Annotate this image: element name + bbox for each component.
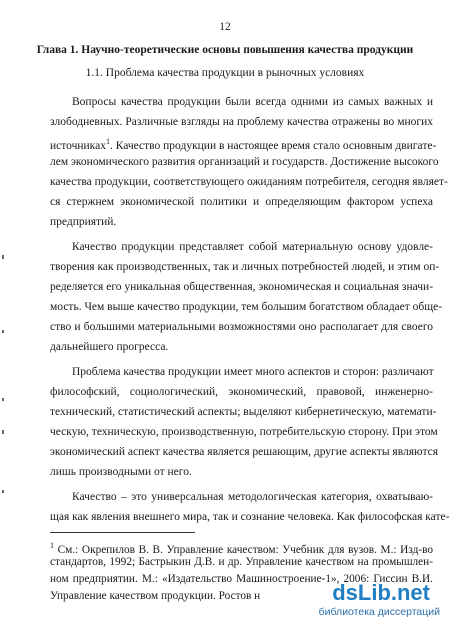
scan-mark [2, 255, 4, 259]
footnote-number: 1 [50, 541, 54, 550]
paragraph-line: Качество – это универсальная методологическая категория, охватываю- [72, 491, 433, 503]
watermark-logo: dsLib.net [332, 580, 430, 605]
footnote-reference: 1 [105, 137, 110, 146]
scan-mark [2, 430, 4, 434]
paragraph-text: источниках [50, 139, 106, 152]
scan-mark [2, 490, 4, 493]
footnote-line: Управление качеством продукции. Ростов н [50, 590, 261, 602]
paragraph-line: злободневных. Различные взгляды на проблему качества отражены во многих [50, 116, 433, 128]
paragraph-line: ределяется его уникальная общественная, экономическая и социальная значи- [50, 281, 434, 293]
footnote-line: стандартов, 1992; Бастрыкин Д.В. и др. Управление качеством на промышлен- [50, 556, 433, 568]
page-number: 12 [219, 21, 231, 33]
paragraph-line: ся стержнем экономической политики и определяющим фактором успеха [50, 196, 433, 208]
chapter-title: Глава 1. Научно-теоретические основы повышения качества продукции [36, 44, 414, 56]
watermark [290, 580, 440, 618]
paragraph-line: ство и большими материальными возможностями оно располагает для своего [50, 321, 433, 333]
footnote-text: См.: Окрепилов В. В. Управление качеством: Учебник для вузов. М.: Изд-во [57, 543, 434, 556]
paragraph-text: . Качество продукции в настоящее время стало основным двигате- [109, 139, 437, 152]
scan-mark [2, 398, 4, 401]
footnote-divider [50, 532, 195, 533]
paragraph-line: предприятий. [50, 216, 117, 228]
paragraph-line: мость. Чем выше качество продукции, тем большим богатством обладает обще- [50, 301, 443, 313]
paragraph-line: лем экономического развития организаций и государств. Достижение высокого [50, 156, 439, 168]
paragraph-line: технический, статистический аспекты; выделяют кибернетическую, математи- [50, 406, 437, 418]
paragraph-line: философский, социологический, экономический, правовой, инженерно- [50, 386, 433, 398]
paragraph-line: Качество продукции представляет собой материальную основу удовле- [72, 241, 433, 253]
section-title: 1.1. Проблема качества продукции в рыночных условиях [85, 67, 365, 79]
scan-mark [2, 330, 4, 333]
paragraph-line: Вопросы качества продукции были всегда одними из самых важных и [72, 96, 433, 108]
paragraph-line: качества продукции, соответствующего ожиданиям потребителя, сегодня являет- [50, 176, 448, 188]
paragraph-line: дальнейшего прогресса. [50, 341, 169, 353]
paragraph-line: лишь производными от него. [50, 466, 192, 478]
paragraph-line: экономический аспект качества является решающим, другие аспекты являются [50, 446, 439, 458]
footnote-line: ном предприятии. М.: «Издательство Машиностроение-1», 2006: Гиссин В.И. [50, 573, 433, 585]
paragraph-line: щая как явления внешнего мира, так и сознание человека. Как философская кате- [50, 511, 450, 523]
paragraph-line: ческую, техническую, производственную, потребительскую сторону. При этом [50, 426, 438, 438]
paragraph-line: Проблема качества продукции имеет много аспектов и сторон: различают [72, 366, 434, 378]
watermark-subtitle: библиотека диссертаций [318, 606, 440, 618]
paragraph-line: творения как производственных, так и личных потребностей людей, и этим оп- [50, 261, 440, 273]
